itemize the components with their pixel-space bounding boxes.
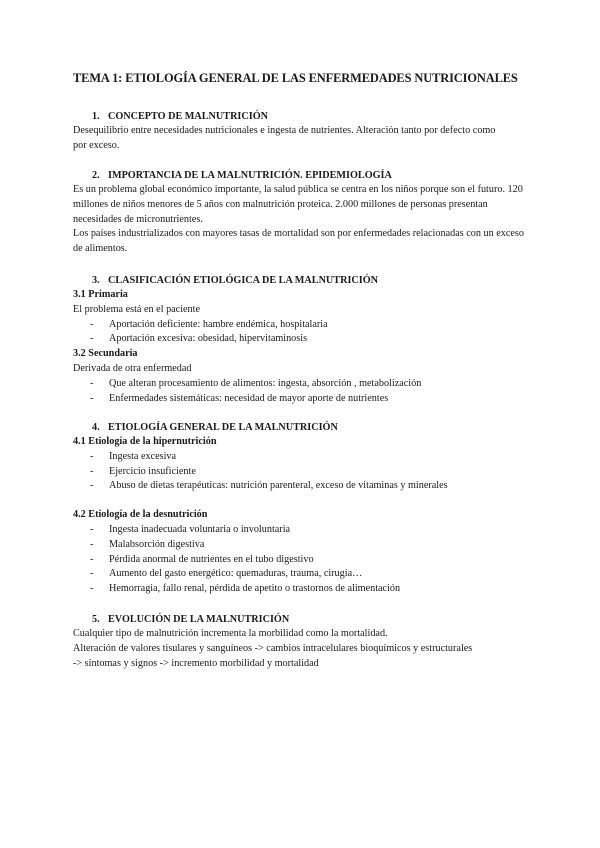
bullet-list [73, 377, 533, 407]
section-heading: 1. CONCEPTO DE MALNUTRICIÓN [92, 111, 268, 122]
section-heading: 4. ETIOLOGÍA GENERAL DE LA MALNUTRICIÓN [92, 422, 338, 433]
bullet-list [73, 523, 533, 597]
list-item: - Hemorragia, fallo renal, pérdida de apetito o trastornos de alimentación [90, 583, 401, 595]
paragraph: Es un problema global económico importante, la salud pública se centra en los niños porque son el futuro. 120 millones de niños menores de 5 años con malnutrición proteica. 2.000 millones de personas presentan necesidades de micronutrientes. [73, 184, 523, 225]
subsection-title: 3.1 Primaria [73, 289, 128, 300]
list-item: - Aumento del gasto energético: quemaduras, trauma, cirugía… [90, 568, 363, 580]
subsection-title: 4.1 Etiología de la hipernutrición [73, 436, 217, 447]
list-item: - Pérdida anormal de nutrientes en el tubo digestivo [90, 553, 314, 565]
paragraph: Alteración de valores tisulares y sanguíneos -> cambios intracelulares bioquímicos y estructurales -> síntomas y signos -> incremento morbilidad y mortalidad [73, 642, 473, 669]
section-heading: 5. EVOLUCIÓN DE LA MALNUTRICIÓN [92, 614, 290, 625]
section-heading: 3. CLASIFICACIÓN ETIOLÓGICA DE LA MALNUTRICIÓN [92, 275, 379, 286]
paragraph: Los países industrializados con mayores tasas de mortalidad son por enfermedades relacionadas con un exceso de alimentos. [73, 228, 524, 255]
list-item: - Ingesta inadecuada voluntaria o involuntaria [90, 523, 291, 535]
section-etiologia [73, 420, 533, 597]
paragraph: El problema está en el paciente [73, 303, 201, 315]
paragraph: Cualquier tipo de malnutrición incrementa la morbilidad como la mortalidad. [73, 628, 388, 639]
bullet-list [73, 318, 533, 348]
subsection-title: 4.2 Etiología de la desnutrición [73, 509, 208, 521]
list-item: - Enfermedades sistemáticas: necesidad de mayor aporte de nutrientes [90, 392, 389, 404]
section-heading: 2. IMPORTANCIA DE LA MALNUTRICIÓN. EPIDEMIOLOGÍA [92, 170, 392, 181]
section-importancia [73, 168, 533, 257]
paragraph: Derivada de otra enfermedad [73, 362, 192, 374]
subsection-title: 3.2 Secundaria [73, 348, 138, 360]
list-item: - Que alteran procesamiento de alimentos: ingesta, absorción , metabolización [90, 377, 422, 389]
paragraph: Desequilibrio entre necesidades nutricionales e ingesta de nutrientes. Alteración tanto por defecto como por exceso. [73, 125, 496, 151]
list-item: - Aportación excesiva: obesidad, hipervitaminosis [90, 333, 308, 345]
list-item: - Ingesta excesiva [90, 450, 177, 462]
section-clasificacion [73, 273, 533, 406]
document-title: TEMA 1: ETIOLOGÍA GENERAL DE LAS ENFERMEDADES NUTRICIONALES [73, 71, 518, 85]
list-item: - Abuso de dietas terapéuticas: nutrición parenteral, exceso de vitaminas y minerales [90, 480, 448, 492]
bullet-list [73, 450, 533, 494]
section-evolucion [73, 612, 533, 671]
section-concepto [73, 109, 533, 154]
list-item: - Ejercicio insuficiente [90, 465, 196, 477]
list-item: - Malabsorción digestiva [90, 538, 205, 550]
list-item: - Aportación deficiente: hambre endémica, hospitalaria [90, 318, 328, 330]
